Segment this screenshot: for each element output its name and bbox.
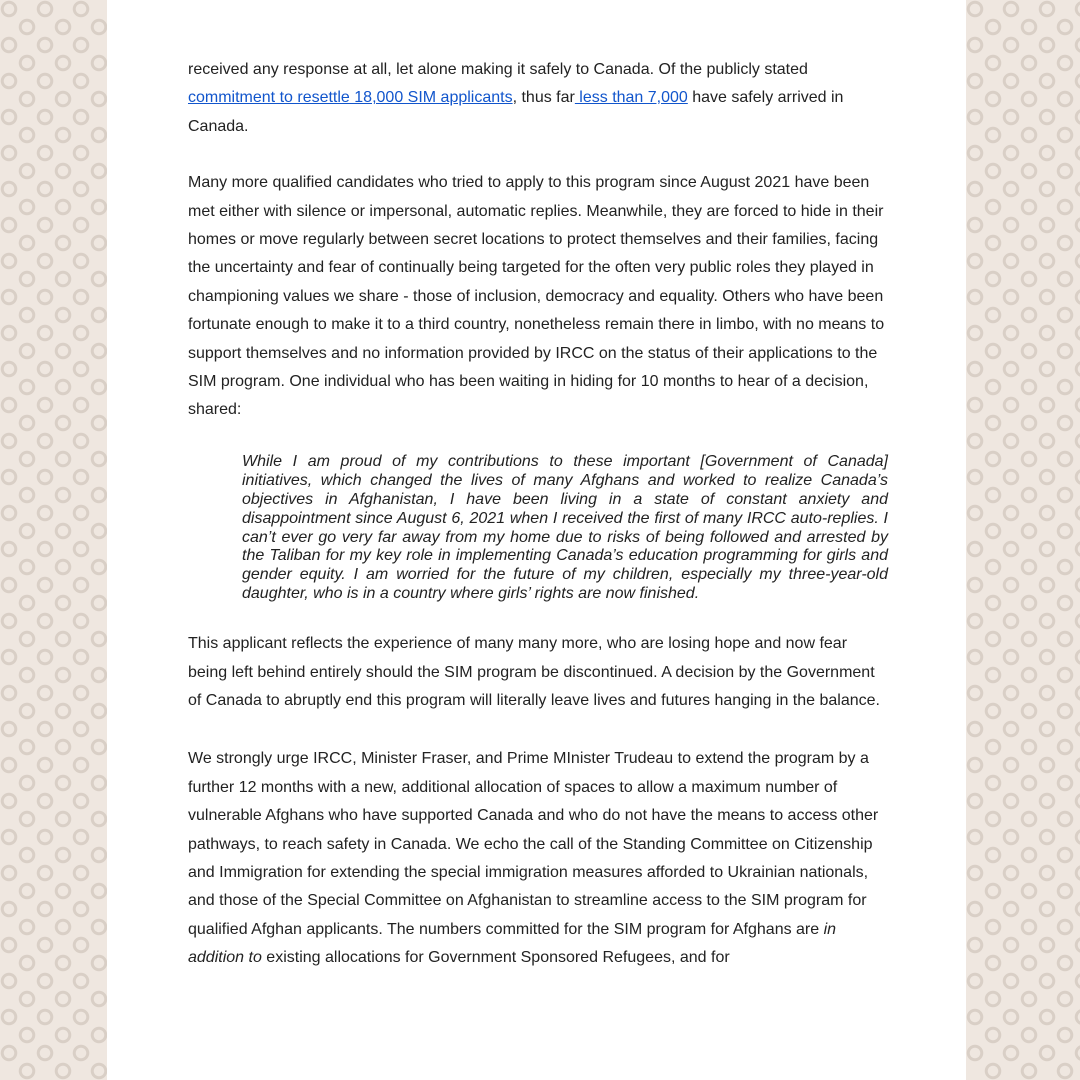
emphasis-text: in addition to <box>188 920 837 967</box>
paragraph-urge <box>188 745 888 972</box>
applicant-quote: While I am proud of my contributions to these important [Government of Canada] initiatives, which changed the lives of many Afghans and worked to realize Canada’s objectives in Afghanistan, I have been living in a state of constant anxiety and disappointment since August 6, 2021 when I received the first of many IRCC auto-replies. I can’t ever go very far away from my home due to risks of being followed and arrested by the Taliban for my key role in implementing Canada’s education programming for girls and gender equity. I am worried for the future of my children, especially my three-year-old daughter, who is in a country where girls’ rights are now finished. <box>242 452 888 603</box>
paragraph-text: , thus far <box>512 89 575 107</box>
paragraph-candidates: Many more qualified candidates who tried to apply to this program since August 2021 have been met either with silence or impersonal, automatic replies. Meanwhile, they are forced to hide in their homes or move regularly between secret locations to protect themselves and their families, facing the uncertainty and fear of continually being targeted for the often very public roles they played in championing values we share - those of inclusion, democracy and equality. Others who have been fortunate enough to make it to a third country, nonetheless remain there in limbo, with no means to support themselves and no information provided by IRCC on the status of their applications to the SIM program. One individual who has been waiting in hiding for 10 months to hear of a decision, shared: <box>188 174 885 419</box>
document-page <box>107 0 966 1080</box>
paragraph-text: We strongly urge IRCC, Minister Fraser, and Prime MInister Trudeau to extend the program by a further 12 months with a new, additional allocation of spaces to allow a maximum number of vulnerable Afghans who have supported Canada and who do not have the means to access other pathways, to reach safety in Canada. We echo the call of the Standing Committee on Citizenship and Immigration for extending the special immigration measures afforded to Ukrainian nationals, and those of the Special Committee on Afghanistan to streamline access to the SIM program for qualified Afghan applicants. The numbers committed for the SIM program for Afghans are <box>188 750 879 938</box>
decorative-background-right <box>966 0 1080 1080</box>
paragraph-text: existing allocations for Government Sponsored Refugees, and for <box>261 949 730 967</box>
resettle-commitment-link[interactable]: commitment to resettle 18,000 SIM applicants <box>188 89 513 107</box>
paragraph-applicant-experience: This applicant reflects the experience of many many more, who are losing hope and now fear being left behind entirely should the SIM program be discontinued. A decision by the Government of Canada to abruptly end this program will literally leave lives and futures hanging in the balance. <box>188 635 880 709</box>
paragraph-text: received any response at all, let alone making it safely to Canada. Of the publicly stated <box>188 61 808 78</box>
paragraph-text: have safely arrived in Canada. <box>188 89 844 135</box>
document-body <box>188 56 888 973</box>
decorative-background-left <box>0 0 107 1080</box>
arrivals-count-link[interactable]: less than 7,000 <box>574 89 688 107</box>
paragraph-arrivals <box>188 56 888 141</box>
